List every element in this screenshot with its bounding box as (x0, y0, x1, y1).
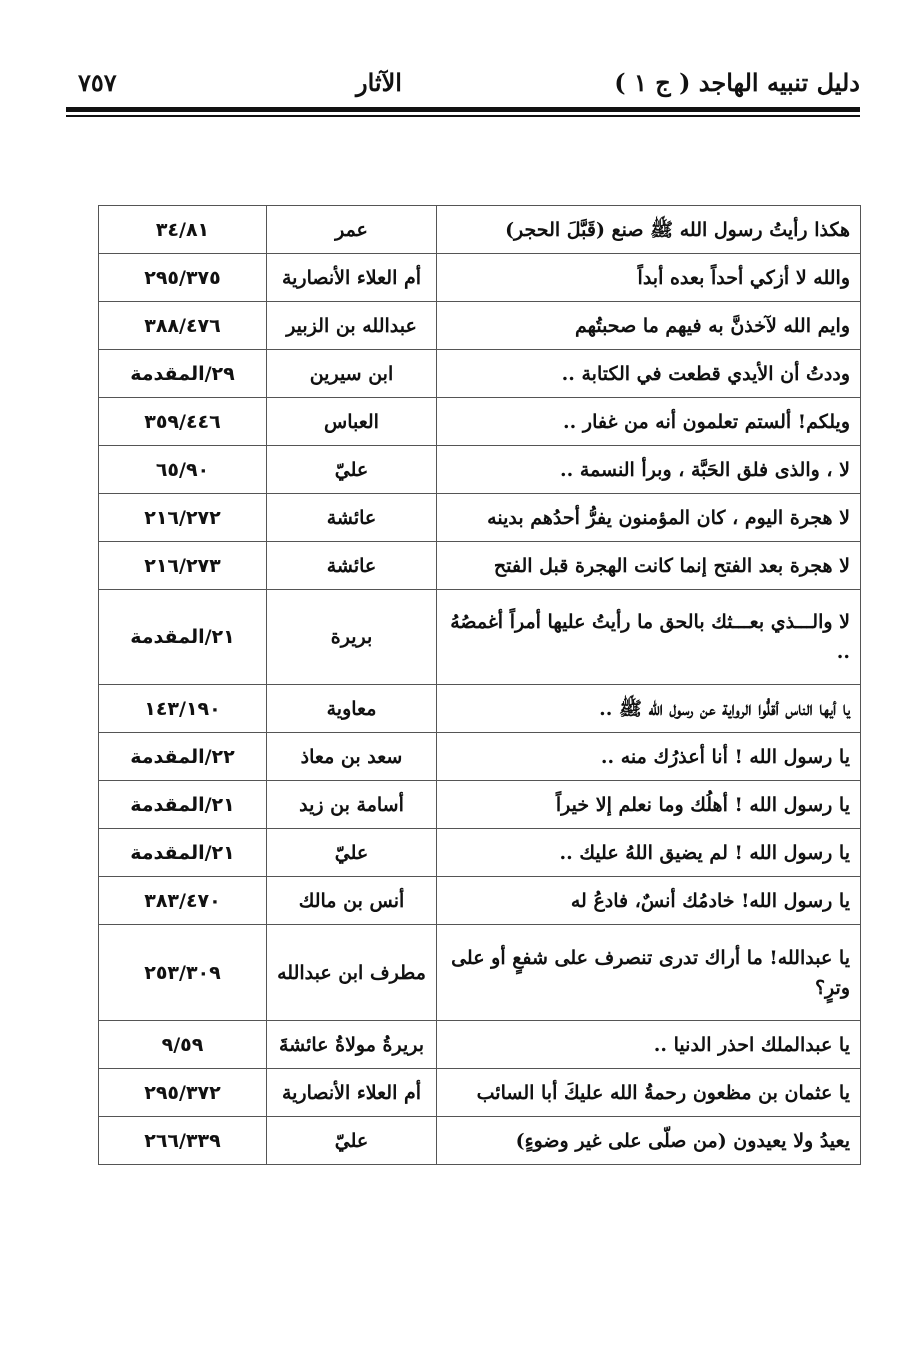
athar-text: لا والـــذي بعـــثك بالحق ما رأيتُ عليها أمراً أغمصُهُ .. (437, 590, 861, 685)
table-row (99, 494, 861, 542)
reference: ٣٥٩/٤٤٦ (99, 398, 267, 446)
narrator: أنس بن مالك (267, 877, 437, 925)
table-row (99, 733, 861, 781)
table-row (99, 1069, 861, 1117)
page-number: ٧٥٧ (78, 68, 117, 97)
athar-text: يا رسول الله! خادمُك أنسٌ، فادعُ له (437, 877, 861, 925)
athar-text: لا هجرة بعد الفتح إنما كانت الهجرة قبل الفتح (437, 542, 861, 590)
athar-text: يا رسول الله ! أنا أعذرُك منه .. (437, 733, 861, 781)
narrator: بريرة (267, 590, 437, 685)
reference: ٢٩/المقدمة (99, 350, 267, 398)
reference: ٢١/المقدمة (99, 829, 267, 877)
reference: ٢١/المقدمة (99, 590, 267, 685)
reference: ٢١٦/٢٧٣ (99, 542, 267, 590)
reference: ٣٨٨/٤٧٦ (99, 302, 267, 350)
athar-text: يا رسول الله ! أهلُك وما نعلم إلا خيراً (437, 781, 861, 829)
book-title: دليل تنبيه الهاجد ( ج ١ ) (614, 68, 860, 97)
narrator: عائشة (267, 494, 437, 542)
table-row (99, 829, 861, 877)
table-row (99, 877, 861, 925)
reference: ٢٦٦/٣٣٩ (99, 1117, 267, 1165)
table-row (99, 590, 861, 685)
reference: ٢٩٥/٣٧٢ (99, 1069, 267, 1117)
page-header (66, 62, 860, 106)
athar-index-table (98, 205, 861, 1165)
reference: ٢٢/المقدمة (99, 733, 267, 781)
reference: ١٤٣/١٩٠ (99, 685, 267, 733)
athar-text: وايم الله لآخذنَّ به فيهم ما صحبتُهم (437, 302, 861, 350)
reference: ٢١/المقدمة (99, 781, 267, 829)
athar-text: يا عبدالله! ما أراك تدرى تنصرف على شفعٍ أو على وترٍ؟ (437, 925, 861, 1021)
athar-text: لا ، والذى فلق الحَبَّة ، وبرأ النسمة .. (437, 446, 861, 494)
table-row (99, 206, 861, 254)
table-row (99, 1117, 861, 1165)
athar-text: وددتُ أن الأيدي قطعت في الكتابة .. (437, 350, 861, 398)
narrator: سعد بن معاذ (267, 733, 437, 781)
narrator: عليّ (267, 446, 437, 494)
reference: ٣٨٣/٤٧٠ (99, 877, 267, 925)
table-row (99, 542, 861, 590)
athar-text: يعيدُ ولا يعيدون (من صلّى على غير وضوءٍ) (437, 1117, 861, 1165)
narrator: أسامة بن زيد (267, 781, 437, 829)
narrator: عبدالله بن الزبير (267, 302, 437, 350)
reference: ٩/٥٩ (99, 1021, 267, 1069)
athar-text: يا عبدالملك احذر الدنيا .. (437, 1021, 861, 1069)
narrator: عائشة (267, 542, 437, 590)
narrator: بريرةُ مولاةُ عائشةَ (267, 1021, 437, 1069)
table-row (99, 1021, 861, 1069)
narrator: عليّ (267, 829, 437, 877)
table-row (99, 685, 861, 733)
athar-text: والله لا أزكي أحداً بعده أبداً (437, 254, 861, 302)
athar-text: ويلكم! ألستم تعلمون أنه من غفار .. (437, 398, 861, 446)
reference: ٢٩٥/٣٧٥ (99, 254, 267, 302)
narrator: ابن سيرين (267, 350, 437, 398)
table-row (99, 781, 861, 829)
athar-text: يا أيها الناس أقلُّوا الرواية عن رسول الله ﷺ .. (437, 685, 861, 733)
reference: ٦٥/٩٠ (99, 446, 267, 494)
table-row (99, 302, 861, 350)
narrator: العباس (267, 398, 437, 446)
section-title: الآثار (356, 68, 402, 97)
athar-text: يا رسول الله ! لم يضيق اللهُ عليك .. (437, 829, 861, 877)
athar-text: هكذا رأيتُ رسول الله ﷺ صنع (قَبَّلَ الحجر) (437, 206, 861, 254)
narrator: أم العلاء الأنصارية (267, 254, 437, 302)
table-row (99, 446, 861, 494)
reference: ٣٤/٨١ (99, 206, 267, 254)
narrator: مطرف ابن عبدالله (267, 925, 437, 1021)
narrator: عمر (267, 206, 437, 254)
narrator: أم العلاء الأنصارية (267, 1069, 437, 1117)
athar-text: لا هجرة اليوم ، كان المؤمنون يفرُّ أحدُهم بدينه (437, 494, 861, 542)
narrator: عليّ (267, 1117, 437, 1165)
header-rule-thick (66, 107, 860, 112)
narrator: معاوية (267, 685, 437, 733)
athar-text: يا عثمان بن مظعون رحمةُ الله عليكَ أبا السائب (437, 1069, 861, 1117)
table-row (99, 398, 861, 446)
table-row (99, 254, 861, 302)
reference: ٢١٦/٢٧٢ (99, 494, 267, 542)
reference: ٢٥٣/٣٠٩ (99, 925, 267, 1021)
table-row (99, 350, 861, 398)
table-row (99, 925, 861, 1021)
header-rule-thin (66, 115, 860, 117)
